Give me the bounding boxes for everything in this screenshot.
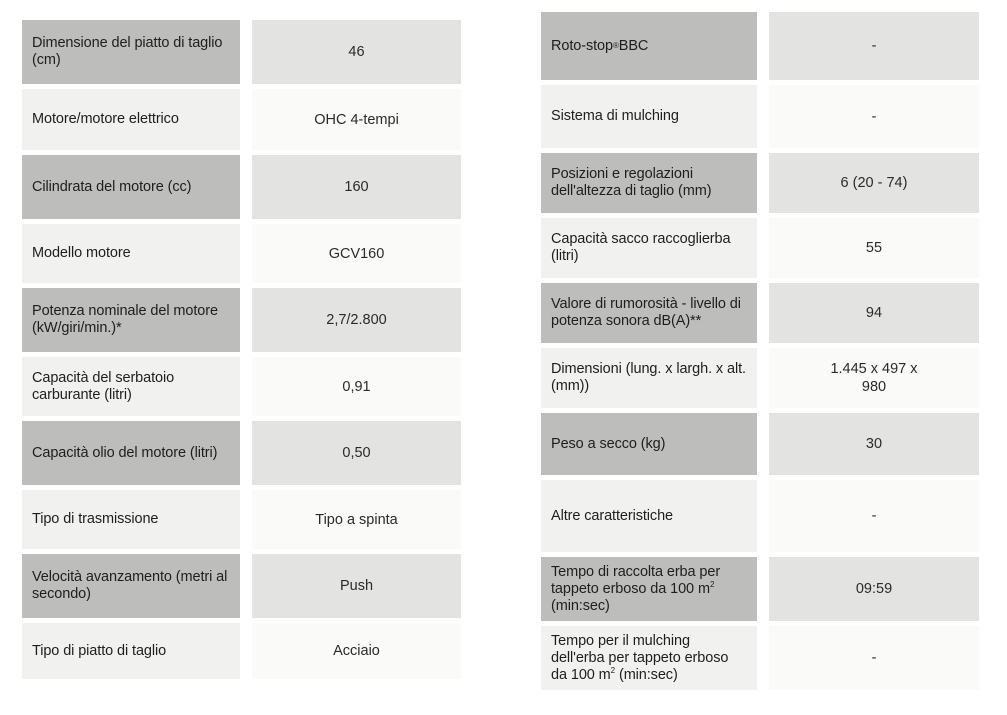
spec-label: Tipo di piatto di taglio bbox=[22, 623, 240, 679]
table-row bbox=[541, 626, 981, 690]
spec-label: Potenza nominale del motore (kW/giri/min.)* bbox=[22, 288, 240, 352]
spec-label: Motore/motore elettrico bbox=[22, 89, 240, 150]
table-row bbox=[541, 557, 981, 621]
spec-label-suffix: (min:sec) bbox=[551, 597, 610, 614]
table-row bbox=[541, 283, 981, 343]
spec-value: - bbox=[769, 626, 979, 690]
table-row bbox=[22, 20, 463, 84]
table-row bbox=[22, 490, 463, 549]
spec-label: Valore di rumorosità - livello di potenza sonora dB(A)** bbox=[541, 283, 757, 343]
spec-label: Modello motore bbox=[22, 224, 240, 283]
table-row bbox=[541, 85, 981, 148]
spec-value: 160 bbox=[252, 155, 461, 219]
spec-value: 0,91 bbox=[252, 357, 461, 416]
spec-label: Dimensione del piatto di taglio (cm) bbox=[22, 20, 240, 84]
spec-value: 6 (20 - 74) bbox=[769, 153, 979, 213]
table-row bbox=[22, 155, 463, 219]
spec-value: OHC 4-tempi bbox=[252, 89, 461, 150]
table-row bbox=[541, 348, 981, 408]
spec-label-suffix: (min:sec) bbox=[615, 666, 678, 683]
spec-value: 1.445 x 497 x 980 bbox=[769, 348, 979, 408]
table-row bbox=[22, 288, 463, 352]
spec-label: Cilindrata del motore (cc) bbox=[22, 155, 240, 219]
spec-value: - bbox=[769, 480, 979, 552]
table-row bbox=[541, 413, 981, 475]
spec-label bbox=[541, 557, 757, 621]
table-row bbox=[22, 224, 463, 283]
spec-value: 94 bbox=[769, 283, 979, 343]
spec-value: Push bbox=[252, 554, 461, 618]
table-row bbox=[22, 421, 463, 485]
spec-value: GCV160 bbox=[252, 224, 461, 283]
spec-label: Altre caratteristiche bbox=[541, 480, 757, 552]
spec-label: Posizioni e regolazioni dell'altezza di taglio (mm) bbox=[541, 153, 757, 213]
spec-label-text: Tempo per il mulching dell'erba per tappeto erboso da 100 m bbox=[551, 632, 729, 683]
spec-label: Roto-stop ® BBC bbox=[541, 12, 757, 80]
specs-table-left bbox=[22, 20, 463, 679]
table-row bbox=[541, 480, 981, 552]
spec-label: Tipo di trasmissione bbox=[22, 490, 240, 549]
superscript: 2 bbox=[709, 579, 715, 589]
spec-value: 2,7/2.800 bbox=[252, 288, 461, 352]
spec-value: 0,50 bbox=[252, 421, 461, 485]
spec-label-text: Roto-stop bbox=[551, 37, 613, 54]
spec-label: Peso a secco (kg) bbox=[541, 413, 757, 475]
spec-label-suffix: BBC bbox=[618, 37, 649, 54]
table-row bbox=[22, 623, 463, 679]
table-row bbox=[22, 89, 463, 150]
spec-label: Dimensioni (lung. x largh. x alt. (mm)) bbox=[541, 348, 757, 408]
superscript: 2 bbox=[610, 665, 616, 675]
spec-value: Tipo a spinta bbox=[252, 490, 461, 549]
spec-label: Capacità sacco raccoglierba (litri) bbox=[541, 218, 757, 278]
spec-label: Capacità del serbatoio carburante (litri) bbox=[22, 357, 240, 416]
spec-value: 09:59 bbox=[769, 557, 979, 621]
spec-label: Capacità olio del motore (litri) bbox=[22, 421, 240, 485]
table-row bbox=[541, 12, 981, 80]
spec-label-text: Tempo di raccolta erba per tappeto erboso da 100 m bbox=[551, 563, 721, 597]
table-row bbox=[541, 153, 981, 213]
table-row bbox=[22, 554, 463, 618]
table-row bbox=[22, 357, 463, 416]
specs-table-right bbox=[541, 12, 981, 690]
spec-value: 55 bbox=[769, 218, 979, 278]
table-row bbox=[541, 218, 981, 278]
spec-label: Sistema di mulching bbox=[541, 85, 757, 148]
spec-label: Velocità avanzamento (metri al secondo) bbox=[22, 554, 240, 618]
spec-value: Acciaio bbox=[252, 623, 461, 679]
spec-label bbox=[541, 626, 757, 690]
spec-value: - bbox=[769, 12, 979, 80]
spec-value: 46 bbox=[252, 20, 461, 84]
spec-value: - bbox=[769, 85, 979, 148]
spec-value: 30 bbox=[769, 413, 979, 475]
